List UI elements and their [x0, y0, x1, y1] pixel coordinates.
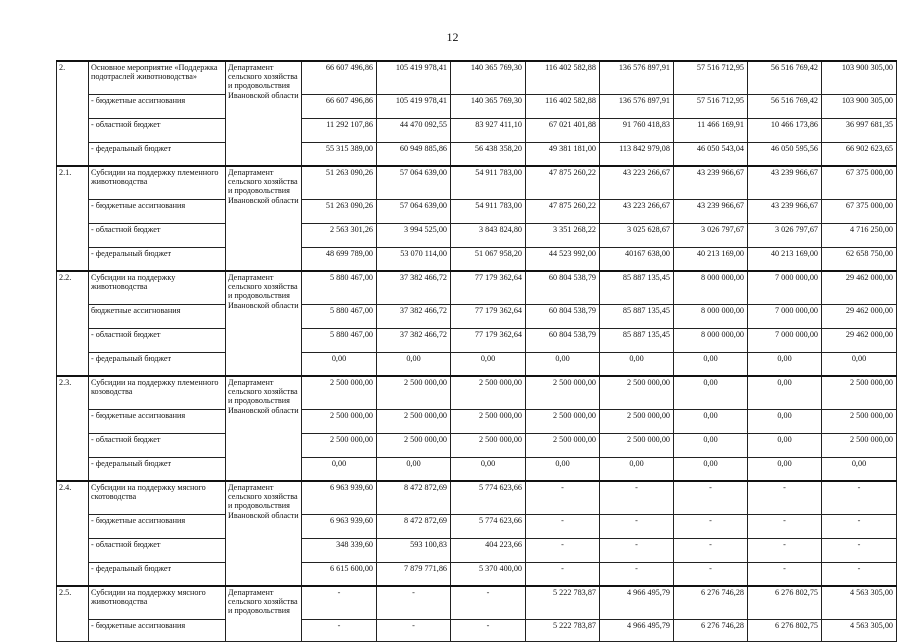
amount-cell: 2 500 000,00	[526, 409, 600, 433]
amount-cell: 3 351 268,22	[526, 223, 600, 247]
amount-cell: 43 239 966,67	[748, 199, 822, 223]
amount-cell: 136 576 897,91	[600, 94, 674, 118]
amount-cell: -	[748, 481, 822, 514]
amount-cell: -	[822, 562, 897, 586]
amount-cell: 2 500 000,00	[600, 409, 674, 433]
amount-cell: 66 607 496,86	[302, 94, 377, 118]
amount-cell: 10 466 173,86	[748, 118, 822, 142]
amount-cell: 54 911 783,00	[451, 166, 526, 199]
page-number: 12	[446, 30, 459, 44]
table-row	[57, 352, 897, 376]
responsible-department: Департамент сельского хозяйства и продовольствия Ивановской области	[226, 166, 302, 271]
funding-source-label: - федеральный бюджет	[89, 142, 226, 166]
amount-cell: 57 516 712,95	[674, 61, 748, 94]
amount-cell: -	[822, 514, 897, 538]
amount-cell: 56 516 769,42	[748, 61, 822, 94]
amount-cell: 3 026 797,67	[748, 223, 822, 247]
measure-name: Субсидии на поддержку племенного животноводства	[89, 166, 226, 199]
amount-cell: 6 276 746,28	[674, 619, 748, 641]
amount-cell: 60 804 538,79	[526, 271, 600, 304]
table-body	[57, 61, 897, 641]
amount-cell: 140 365 769,30	[451, 94, 526, 118]
amount-cell: 55 315 389,00	[302, 142, 377, 166]
amount-cell: 48 699 789,00	[302, 247, 377, 271]
amount-cell: 85 887 135,45	[600, 304, 674, 328]
amount-cell: 56 516 769,42	[748, 94, 822, 118]
amount-cell: 66 607 496,86	[302, 61, 377, 94]
table-row	[57, 94, 897, 118]
amount-cell: 4 563 305,00	[822, 619, 897, 641]
funding-source-label: - областной бюджет	[89, 118, 226, 142]
amount-cell: 2 500 000,00	[377, 433, 451, 457]
amount-cell: 5 880 467,00	[302, 304, 377, 328]
amount-cell: 60 804 538,79	[526, 304, 600, 328]
funding-source-label: - федеральный бюджет	[89, 352, 226, 376]
funding-source-label: - бюджетные ассигнования	[89, 409, 226, 433]
amount-cell: -	[600, 562, 674, 586]
row-number: 2.	[57, 61, 89, 166]
amount-cell: 2 500 000,00	[526, 433, 600, 457]
amount-cell: 4 966 495,79	[600, 619, 674, 641]
funding-source-label: - бюджетные ассигнования	[89, 94, 226, 118]
funding-source-label: - областной бюджет	[89, 328, 226, 352]
funding-source-label: бюджетные ассигнования	[89, 304, 226, 328]
amount-cell: 0,00	[674, 376, 748, 409]
amount-cell: 0,00	[302, 352, 377, 376]
funding-source-label: - бюджетные ассигнования	[89, 619, 226, 641]
amount-cell: 0,00	[600, 352, 674, 376]
measure-name: Основное мероприятие «Поддержка подотраслей животноводства»	[89, 61, 226, 94]
amount-cell: 2 500 000,00	[822, 433, 897, 457]
amount-cell: 0,00	[451, 352, 526, 376]
table-row	[57, 514, 897, 538]
funding-source-label: - федеральный бюджет	[89, 457, 226, 481]
amount-cell: -	[451, 586, 526, 619]
amount-cell: 67 375 000,00	[822, 199, 897, 223]
amount-cell: 57 064 639,00	[377, 199, 451, 223]
amount-cell: 40 213 169,00	[748, 247, 822, 271]
table-row	[57, 586, 897, 619]
amount-cell: 0,00	[377, 457, 451, 481]
measure-name: Субсидии на поддержку животноводства	[89, 271, 226, 304]
table-row	[57, 376, 897, 409]
amount-cell: 5 222 783,87	[526, 586, 600, 619]
amount-cell: 2 500 000,00	[822, 376, 897, 409]
funding-source-label: - бюджетные ассигнования	[89, 514, 226, 538]
amount-cell: -	[748, 538, 822, 562]
amount-cell: 5 222 783,87	[526, 619, 600, 641]
table-row	[57, 562, 897, 586]
amount-cell: -	[302, 586, 377, 619]
amount-cell: 51 067 958,20	[451, 247, 526, 271]
amount-cell: 2 500 000,00	[377, 376, 451, 409]
funding-source-label: - областной бюджет	[89, 538, 226, 562]
budget-table	[56, 60, 897, 642]
amount-cell: 2 500 000,00	[600, 376, 674, 409]
amount-cell: 136 576 897,91	[600, 61, 674, 94]
amount-cell: -	[674, 562, 748, 586]
amount-cell: -	[600, 538, 674, 562]
amount-cell: 11 292 107,86	[302, 118, 377, 142]
amount-cell: 0,00	[674, 433, 748, 457]
amount-cell: 43 239 966,67	[674, 166, 748, 199]
amount-cell: 4 563 305,00	[822, 586, 897, 619]
amount-cell: -	[674, 538, 748, 562]
amount-cell: 4 716 250,00	[822, 223, 897, 247]
amount-cell: 77 179 362,64	[451, 328, 526, 352]
amount-cell: 67 021 401,88	[526, 118, 600, 142]
amount-cell: 40167 638,00	[600, 247, 674, 271]
amount-cell: 0,00	[748, 457, 822, 481]
amount-cell: 5 880 467,00	[302, 271, 377, 304]
amount-cell: 29 462 000,00	[822, 271, 897, 304]
amount-cell: -	[822, 481, 897, 514]
table-row	[57, 433, 897, 457]
amount-cell: 6 963 939,60	[302, 481, 377, 514]
table-row	[57, 199, 897, 223]
amount-cell: 2 500 000,00	[451, 409, 526, 433]
table-row	[57, 457, 897, 481]
row-number: 2.2.	[57, 271, 89, 376]
amount-cell: 7 879 771,86	[377, 562, 451, 586]
amount-cell: 0,00	[674, 457, 748, 481]
amount-cell: 47 875 260,22	[526, 166, 600, 199]
responsible-department: Департамент сельского хозяйства и продовольствия Ивановской области	[226, 376, 302, 481]
amount-cell: -	[526, 481, 600, 514]
amount-cell: -	[302, 619, 377, 641]
table-row	[57, 328, 897, 352]
amount-cell: 2 500 000,00	[302, 433, 377, 457]
amount-cell: 103 900 305,00	[822, 94, 897, 118]
amount-cell: 57 064 639,00	[377, 166, 451, 199]
amount-cell: -	[526, 562, 600, 586]
amount-cell: 46 050 595,56	[748, 142, 822, 166]
amount-cell: 85 887 135,45	[600, 328, 674, 352]
amount-cell: -	[748, 562, 822, 586]
amount-cell: 5 370 400,00	[451, 562, 526, 586]
amount-cell: 0,00	[822, 352, 897, 376]
amount-cell: 0,00	[451, 457, 526, 481]
amount-cell: 0,00	[377, 352, 451, 376]
amount-cell: 0,00	[600, 457, 674, 481]
responsible-department: Департамент сельского хозяйства и продовольствия	[226, 586, 302, 641]
amount-cell: 57 516 712,95	[674, 94, 748, 118]
amount-cell: 60 804 538,79	[526, 328, 600, 352]
amount-cell: 29 462 000,00	[822, 304, 897, 328]
amount-cell: -	[674, 481, 748, 514]
measure-name: Субсидии на поддержку мясного животноводства	[89, 586, 226, 619]
amount-cell: 2 500 000,00	[451, 433, 526, 457]
amount-cell: 62 658 750,00	[822, 247, 897, 271]
measure-name: Субсидии на поддержку мясного скотоводства	[89, 481, 226, 514]
amount-cell: 348 339,60	[302, 538, 377, 562]
amount-cell: 40 213 169,00	[674, 247, 748, 271]
amount-cell: 67 375 000,00	[822, 166, 897, 199]
amount-cell: 8 472 872,69	[377, 481, 451, 514]
row-number: 2.3.	[57, 376, 89, 481]
amount-cell: 103 900 305,00	[822, 61, 897, 94]
amount-cell: -	[822, 538, 897, 562]
table-row	[57, 223, 897, 247]
table-row	[57, 481, 897, 514]
responsible-department: Департамент сельского хозяйства и продовольствия Ивановской области	[226, 271, 302, 376]
row-number: 2.5.	[57, 586, 89, 641]
amount-cell: 0,00	[748, 433, 822, 457]
amount-cell: 0,00	[526, 457, 600, 481]
table-row	[57, 619, 897, 641]
amount-cell: 404 223,66	[451, 538, 526, 562]
funding-source-label: - областной бюджет	[89, 433, 226, 457]
amount-cell: 91 760 418,83	[600, 118, 674, 142]
responsible-department: Департамент сельского хозяйства и продовольствия Ивановской области	[226, 481, 302, 586]
amount-cell: 53 070 114,00	[377, 247, 451, 271]
amount-cell: 51 263 090,26	[302, 199, 377, 223]
table-row	[57, 304, 897, 328]
funding-source-label: - федеральный бюджет	[89, 562, 226, 586]
amount-cell: 0,00	[674, 409, 748, 433]
amount-cell: 0,00	[526, 352, 600, 376]
amount-cell: 37 382 466,72	[377, 304, 451, 328]
amount-cell: 60 949 885,86	[377, 142, 451, 166]
amount-cell: 29 462 000,00	[822, 328, 897, 352]
amount-cell: 5 774 623,66	[451, 481, 526, 514]
amount-cell: 37 382 466,72	[377, 328, 451, 352]
table-row	[57, 166, 897, 199]
amount-cell: 43 239 966,67	[674, 199, 748, 223]
amount-cell: 49 381 181,00	[526, 142, 600, 166]
amount-cell: 11 466 169,91	[674, 118, 748, 142]
amount-cell: -	[377, 619, 451, 641]
amount-cell: 37 382 466,72	[377, 271, 451, 304]
row-number: 2.4.	[57, 481, 89, 586]
amount-cell: -	[674, 514, 748, 538]
amount-cell: 8 000 000,00	[674, 271, 748, 304]
table-row	[57, 142, 897, 166]
amount-cell: -	[451, 619, 526, 641]
amount-cell: 43 239 966,67	[748, 166, 822, 199]
amount-cell: 140 365 769,30	[451, 61, 526, 94]
amount-cell: 46 050 543,04	[674, 142, 748, 166]
amount-cell: 85 887 135,45	[600, 271, 674, 304]
amount-cell: 0,00	[748, 376, 822, 409]
amount-cell: -	[377, 586, 451, 619]
amount-cell: -	[600, 514, 674, 538]
amount-cell: 0,00	[822, 457, 897, 481]
amount-cell: 113 842 979,08	[600, 142, 674, 166]
amount-cell: 44 523 992,00	[526, 247, 600, 271]
amount-cell: 116 402 582,88	[526, 61, 600, 94]
amount-cell: 0,00	[748, 409, 822, 433]
table-row	[57, 271, 897, 304]
amount-cell: 8 472 872,69	[377, 514, 451, 538]
amount-cell: 2 500 000,00	[377, 409, 451, 433]
table-row	[57, 538, 897, 562]
amount-cell: -	[600, 481, 674, 514]
amount-cell: 0,00	[748, 352, 822, 376]
table-row	[57, 118, 897, 142]
row-number: 2.1.	[57, 166, 89, 271]
amount-cell: 2 563 301,26	[302, 223, 377, 247]
amount-cell: 77 179 362,64	[451, 271, 526, 304]
funding-source-label: - областной бюджет	[89, 223, 226, 247]
funding-source-label: - федеральный бюджет	[89, 247, 226, 271]
table-row	[57, 247, 897, 271]
amount-cell: 0,00	[674, 352, 748, 376]
amount-cell: 8 000 000,00	[674, 304, 748, 328]
amount-cell: 7 000 000,00	[748, 271, 822, 304]
amount-cell: 51 263 090,26	[302, 166, 377, 199]
amount-cell: 105 419 978,41	[377, 61, 451, 94]
amount-cell: -	[526, 514, 600, 538]
amount-cell: 77 179 362,64	[451, 304, 526, 328]
amount-cell: 8 000 000,00	[674, 328, 748, 352]
amount-cell: 2 500 000,00	[526, 376, 600, 409]
amount-cell: 44 470 092,55	[377, 118, 451, 142]
amount-cell: 4 966 495,79	[600, 586, 674, 619]
amount-cell: 2 500 000,00	[600, 433, 674, 457]
amount-cell: 6 276 746,28	[674, 586, 748, 619]
table-row	[57, 409, 897, 433]
amount-cell: 3 843 824,80	[451, 223, 526, 247]
amount-cell: 105 419 978,41	[377, 94, 451, 118]
table-row	[57, 61, 897, 94]
funding-source-label: - бюджетные ассигнования	[89, 199, 226, 223]
amount-cell: 2 500 000,00	[822, 409, 897, 433]
amount-cell: 2 500 000,00	[302, 409, 377, 433]
amount-cell: 7 000 000,00	[748, 304, 822, 328]
amount-cell: 3 025 628,67	[600, 223, 674, 247]
amount-cell: 3 026 797,67	[674, 223, 748, 247]
responsible-department: Департамент сельского хозяйства и продовольствия Ивановской области	[226, 61, 302, 166]
amount-cell: -	[526, 538, 600, 562]
amount-cell: 56 438 358,20	[451, 142, 526, 166]
amount-cell: 7 000 000,00	[748, 328, 822, 352]
amount-cell: 6 615 600,00	[302, 562, 377, 586]
amount-cell: 3 994 525,00	[377, 223, 451, 247]
measure-name: Субсидии на поддержку племенного козоводства	[89, 376, 226, 409]
amount-cell: 6 963 939,60	[302, 514, 377, 538]
amount-cell: 83 927 411,10	[451, 118, 526, 142]
amount-cell: 47 875 260,22	[526, 199, 600, 223]
amount-cell: 116 402 582,88	[526, 94, 600, 118]
amount-cell: 54 911 783,00	[451, 199, 526, 223]
amount-cell: 2 500 000,00	[451, 376, 526, 409]
amount-cell: -	[748, 514, 822, 538]
amount-cell: 6 276 802,75	[748, 586, 822, 619]
amount-cell: 2 500 000,00	[302, 376, 377, 409]
amount-cell: 43 223 266,67	[600, 199, 674, 223]
amount-cell: 5 774 623,66	[451, 514, 526, 538]
amount-cell: 0,00	[302, 457, 377, 481]
amount-cell: 36 997 681,35	[822, 118, 897, 142]
amount-cell: 66 902 623,65	[822, 142, 897, 166]
amount-cell: 5 880 467,00	[302, 328, 377, 352]
amount-cell: 593 100,83	[377, 538, 451, 562]
amount-cell: 6 276 802,75	[748, 619, 822, 641]
amount-cell: 43 223 266,67	[600, 166, 674, 199]
